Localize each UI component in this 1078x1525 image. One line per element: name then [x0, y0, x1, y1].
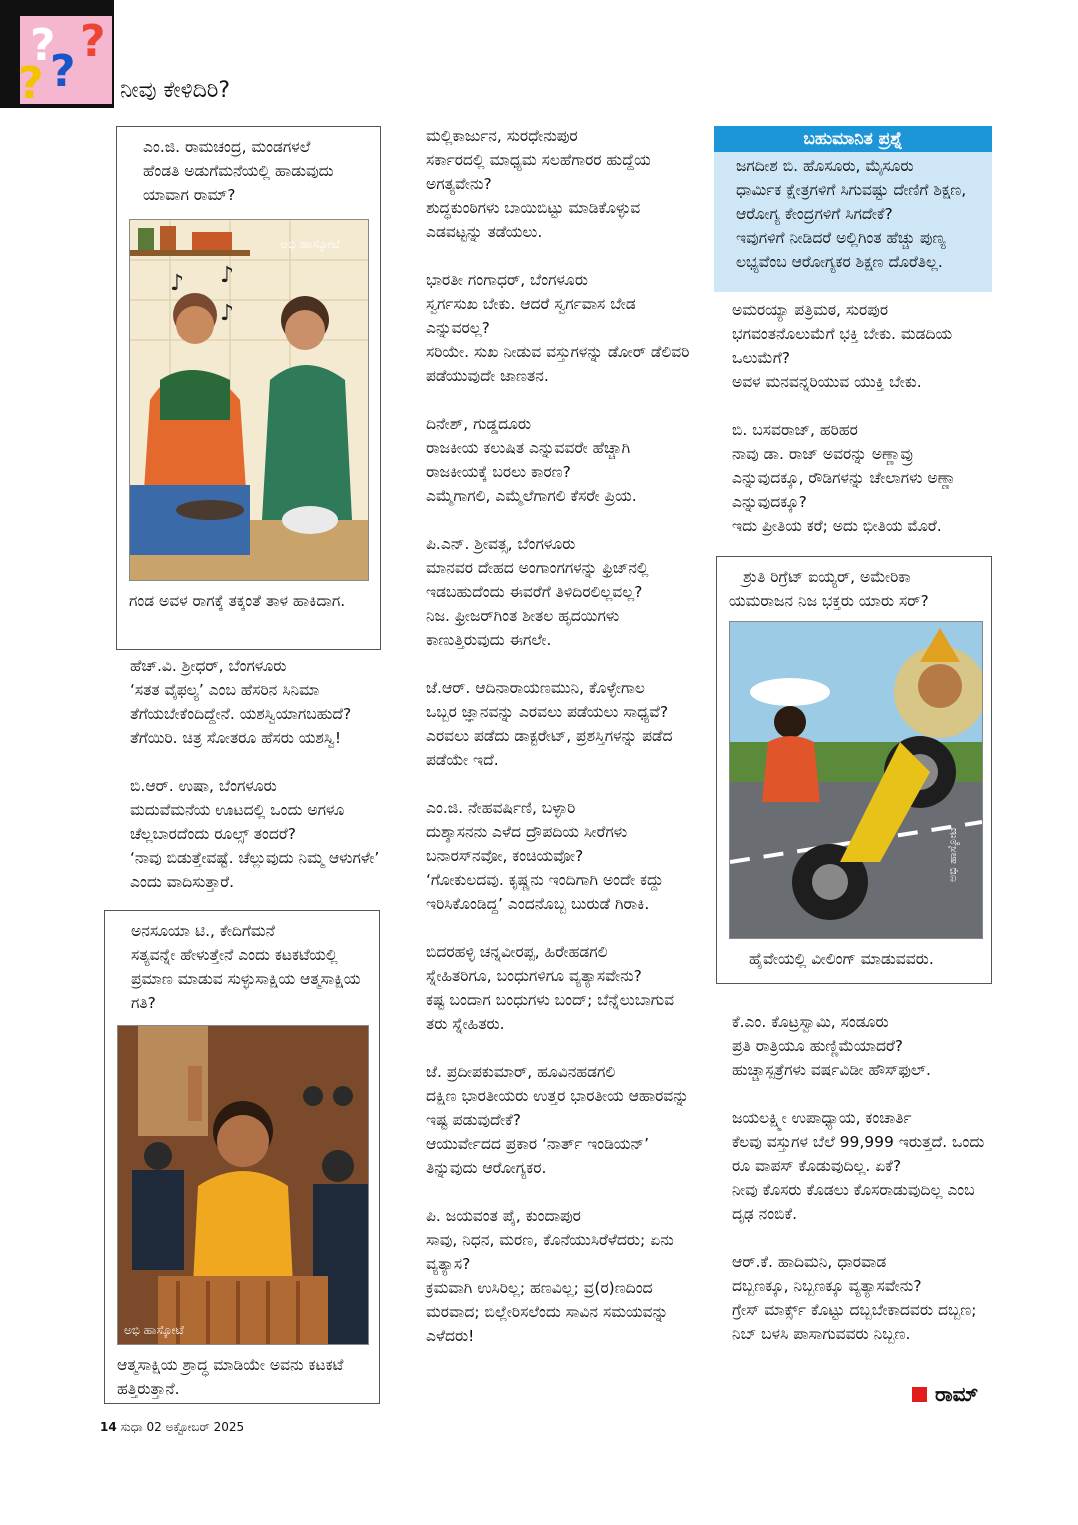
question-text: ಧಾರ್ಮಿಕ ಕ್ಷೇತ್ರಗಳಿಗೆ ಸಿಗುವಷ್ಟು ದೇಣಿಗೆ ಶಿಕ್ಷಣ, ಆರೋಗ್ಯ ಕೇಂದ್ರಗಳಿಗೆ ಸಿಗದೇಕೆ? [736, 181, 967, 223]
asker-name: ಬಿ. ಬಸವರಾಜ್, ಹರಿಹರ [732, 421, 858, 439]
qa-column-1 [116, 654, 382, 918]
asker-name: ಆರ್.ಕೆ. ಹಾದಿಮನಿ, ಧಾರವಾಡ [732, 1253, 887, 1271]
asker-name: ಶ್ರುತಿ ರಿಗ್ರೆಟ್ ಐಯ್ಯರ್, ಅಮೇರಿಕಾ [743, 568, 911, 586]
honored-question-box [714, 126, 992, 292]
red-square-icon [912, 1387, 927, 1402]
answer-text: ಗ್ರೇಸ್ ಮಾರ್ಕ್ಸ್ ಕೊಟ್ಟು ದಬ್ಬಬೇಕಾದವರು ದಬ್ಬಣ; ನಿಬ್ ಬಳಸಿ ಪಾಸಾಗುವವರು ನಿಬ್ಬಣ. [732, 1301, 977, 1343]
asker-name: ಅನಸೂಯಾ ಟಿ., ಕೇದಿಗೆಮನೆ [131, 922, 275, 940]
answer-text: ಶುದ್ಧಕುಂಠಿಗಳು ಬಾಯಿಬಿಟ್ಟು ಮಾಡಿಕೊಳ್ಳುವ ಎಡವಟ್ಟನ್ನು ತಡೆಯಲು. [426, 199, 641, 241]
svg-text:♪: ♪ [220, 263, 235, 288]
qa-item [718, 418, 990, 538]
answer-text: ಅವಳ ಮನವನ್ನರಿಯುವ ಯುಕ್ತಿ ಬೇಕು. [732, 373, 922, 391]
asker-name: ಪಿ. ಜಯವಂತ ಪೈ, ಕುಂದಾಪುರ [426, 1207, 581, 1225]
question-text: ಸತ್ಯವನ್ನೇ ಹೇಳುತ್ತೇನೆ ಎಂದು ಕಟಕಟೆಯಲ್ಲಿ ಪ್ರಮಾಣ ಮಾಡುವ ಸುಳ್ಳುಸಾಕ್ಷಿಯ ಆತ್ಮಸಾಕ್ಷಿಯ ಗತಿ? [131, 946, 361, 1012]
page-title: ನೀವು ಕೇಳಿದಿರಿ? [120, 78, 231, 103]
asker-name: ಪಿ.ಎನ್. ಶ್ರೀವತ್ಸ, ಬೆಂಗಳೂರು [426, 535, 576, 553]
answer-text: ಗಂಡ ಅವಳ ರಾಗಕ್ಕೆ ತಕ್ಕಂತೆ ತಾಳ ಹಾಕಿದಾಗ. [129, 592, 346, 610]
asker-name: ಬಿ.ಆರ್. ಉಷಾ, ಬೆಂಗಳೂರು [130, 777, 277, 795]
magazine-name: ಸುಧಾ [120, 1420, 143, 1434]
question-text: ಮದುವೆಮನೆಯ ಊಟದಲ್ಲಿ ಒಂದು ಅಗಳೂ ಚೆಲ್ಲಬಾರದೆಂದು ರೂಲ್ಸ್ ತಂದರೆ? [130, 801, 345, 843]
answer-text: ಎಮ್ಮೆಗಾಗಲಿ, ಎಮ್ಮೆಲೆಗಾಗಲಿ ಕೆಸರೇ ಪ್ರಿಯ. [426, 487, 637, 505]
question-mark-icon: ? [30, 20, 56, 71]
artist-signature: ಅಭಿ ಹಾಸ್ಕೋಟೆ [124, 1323, 184, 1337]
question-text: ನಾವು ಡಾ. ರಾಜ್ ಅವರನ್ನು ಅಣ್ಣಾವ್ರು ಎನ್ನುವುದಕ್ಕೂ, ರೌಡಿಗಳನ್ನು ಚೇಲಾಗಳು ಅಣ್ಣಾ ಎನ್ನುವುದಕ್ಕೂ? [732, 445, 956, 511]
asker-name: ಜೆ. ಪ್ರದೀಪಕುಮಾರ್, ಹೂವಿನಹಡಗಲಿ [426, 1063, 616, 1081]
qa-item [116, 654, 382, 750]
column-logo [0, 0, 114, 108]
qa-item [412, 676, 690, 772]
asker-name: ಜಯಲಕ್ಷ್ಮೀ ಉಪಾಧ್ಯಾಯ, ಕಂಚಾರ್ತಿ [732, 1109, 912, 1127]
answer-text: ಆತ್ಮಸಾಕ್ಷಿಯ ಶ್ರಾದ್ಧ ಮಾಡಿಯೇ ಅವನು ಕಟಕಟೆ ಹತ್ತಿರುತ್ತಾನೆ. [117, 1356, 344, 1398]
qa-item [412, 124, 690, 244]
answer-text: ನೀವು ಕೊಸರು ಕೊಡಲು ಕೊಸರಾಡುವುದಿಲ್ಲ ಎಂಬ ದೃಢ ನಂಬಿಕೆ. [732, 1181, 975, 1223]
asker-name: ಜಗದೀಶ ಬಿ. ಹೊಸೂರು, ಮೈಸೂರು [736, 157, 914, 175]
qa-item [412, 532, 690, 652]
svg-text:♪: ♪ [170, 271, 185, 296]
qa-item [116, 774, 382, 894]
courtroom-illustration [117, 1025, 369, 1345]
kitchen-scene-graphic [130, 220, 368, 580]
answer-text: ಎರವಲು ಪಡೆದು ಡಾಕ್ಟರೇಟ್, ಪ್ರಶಸ್ತಿಗಳನ್ನು ಪಡೆದ ಪಡೆಯೇ ಇದೆ. [426, 727, 673, 769]
asker-name: ಹೆಚ್.ವಿ. ಶ್ರೀಧರ್, ಬೆಂಗಳೂರು [130, 657, 287, 675]
question-text: ‘ಸತತ ವೈಫಲ್ಯ’ ಎಂಬ ಹೆಸರಿನ ಸಿನಿಮಾ ತೆಗೆಯಬೇಕೆಂದಿದ್ದೇನೆ. ಯಶಸ್ವಿಯಾಗಬಹುದೆ? [130, 681, 352, 723]
asker-name: ಎಂ.ಜಿ. ರಾಮಚಂದ್ರ, ಮಂಡಗಳಲೆ [143, 138, 311, 156]
question-text: ರಾಜಕೀಯ ಕಲುಷಿತ ಎನ್ನುವವರೇ ಹೆಚ್ಚಾಗಿ ರಾಜಕೀಯಕ್ಕೆ ಬರಲು ಕಾರಣ? [426, 439, 631, 481]
kitchen-illustration [129, 219, 369, 581]
answer-text: ಹುಚ್ಚಾಸ್ಪತ್ರೆಗಳು ವರ್ಷವಿಡೀ ಹೌಸ್‌ಫುಲ್. [732, 1061, 931, 1079]
artist-signature: ಅಭಿ ಹಾಸ್ಕೋಟೆ [280, 237, 340, 251]
qa-column-3-lower [718, 1010, 990, 1370]
answer-text: ‘ನಾವು ಬಿಡುತ್ತೇವಷ್ಟೆ. ಚೆಲ್ಲುವುದು ನಿಮ್ಮ ಆಳುಗಳೇ’ ಎಂದು ವಾದಿಸುತ್ತಾರೆ. [130, 849, 380, 891]
question-mark-icon: ? [50, 46, 76, 97]
qa-item [718, 1106, 990, 1226]
answer-text: ಕ್ರಮವಾಗಿ ಉಸಿರಿಲ್ಲ; ಹಣವಿಲ್ಲ; ವ್ರ(ರ)ಣದಿಂದ ಮರವಾದ; ಬಿಲ್ಲೇರಿಸಲೆಂದು ಸಾವಿನ ಸಮಯವನ್ನು ಎಳೆದರು! [426, 1279, 669, 1345]
qa-column-3 [718, 298, 990, 562]
asker-name: ದಿನೇಶ್, ಗುಡ್ಡದೂರು [426, 415, 532, 433]
qa-item [412, 412, 690, 508]
asker-name: ಎಂ.ಜಿ. ನೇಹವರ್ಷಿಣಿ, ಬಳ್ಳಾರಿ [426, 799, 576, 817]
qa-item [412, 796, 690, 916]
page-footer [100, 1420, 244, 1435]
author-name: ರಾಮ್ [935, 1382, 979, 1406]
answer-text: ತೆಗೆಯಿರಿ. ಚಿತ್ರ ಸೋತರೂ ಹೆಸರು ಯಶಸ್ವಿ! [130, 729, 342, 747]
author-byline [912, 1382, 978, 1406]
question-text: ಮಾನವರ ದೇಹದ ಅಂಗಾಂಗಗಳನ್ನು ಫ್ರಿಜ್‌ನಲ್ಲಿ ಇಡಬಹುದೆಂದು ಈವರೆಗೆ ತಿಳಿದಿರಲಿಲ್ಲವಲ್ಲ? [426, 559, 649, 601]
qa-item [718, 298, 990, 394]
question-text: ಹೆಂಡತಿ ಅಡುಗೆಮನೆಯಲ್ಲಿ ಹಾಡುವುದು ಯಾವಾಗ ರಾಮ್? [143, 162, 334, 204]
question-text: ಸರ್ಕಾರದಲ್ಲಿ ಮಾಧ್ಯಮ ಸಲಹೆಗಾರರ ಹುದ್ದೆಯ ಅಗತ್ಯವೇನು? [426, 151, 651, 193]
answer-text: ಆಯುರ್ವೇದದ ಪ್ರಕಾರ ‘ನಾರ್ತ್ ಇಂಡಿಯನ್’ ತಿನ್ನುವುದು ಆರೋಗ್ಯಕರ. [426, 1135, 650, 1177]
question-text: ಪ್ರತಿ ರಾತ್ರಿಯೂ ಹುಣ್ಣಿಮೆಯಾದರೆ? [732, 1037, 904, 1055]
question-text: ದಬ್ಬಣಕ್ಕೂ, ನಿಬ್ಬಣಕ್ಕೂ ವ್ಯತ್ಯಾಸವೇನು? [732, 1277, 922, 1295]
answer-text: ಸರಿಯೇ. ಸುಖ ನೀಡುವ ವಸ್ತುಗಳನ್ನು ಡೋರ್ ಡೆಲಿವರಿ ಪಡೆಯುವುದೇ ಜಾಣತನ. [426, 343, 690, 385]
qa-illustrated-box-1 [116, 126, 381, 650]
courtroom-scene-graphic [118, 1026, 368, 1344]
qa-item [412, 940, 690, 1036]
page-number: 14 [100, 1420, 117, 1434]
issue-date: 02 ಅಕ್ಟೋಬರ್ 2025 [146, 1420, 245, 1434]
question-text: ದುಶ್ಶಾಸನನು ಎಳೆದ ದ್ರೌಪದಿಯ ಸೀರೆಗಳು ಬನಾರಸ್‌ನವೋ, ಕಂಚಿಯವೋ? [426, 823, 628, 865]
answer-text: ಕಷ್ಟ ಬಂದಾಗ ಬಂಧುಗಳು ಬಂದ್; ಬೆನ್ನೆಲುಬಾಗುವ ತರು ಸ್ನೇಹಿತರು. [426, 991, 675, 1033]
qa-illustrated-box-2 [104, 910, 380, 1404]
svg-text:♪: ♪ [220, 301, 235, 326]
qa-illustrated-box-3 [716, 556, 992, 984]
qa-item [718, 1250, 990, 1346]
asker-name: ಭಾರತೀ ಗಂಗಾಧರ್, ಬೆಂಗಳೂರು [426, 271, 588, 289]
question-text: ಸಾವು, ನಿಧನ, ಮರಣ, ಕೊನೆಯುಸಿರೆಳೆದರು; ಏನು ವ್ಯತ್ಯಾಸ? [426, 1231, 674, 1273]
question-mark-icon: ? [18, 58, 44, 109]
asker-name: ಅಮರಯ್ಯಾ ಪತ್ರಿಮಠ, ಸುರಪುರ [732, 301, 889, 319]
qa-item [718, 1010, 990, 1082]
qa-column-2 [412, 124, 690, 1372]
artist-signature: ಅಭಿ ಹಾಸ್ಕೋಟೆ [946, 827, 959, 882]
asker-name: ಕೆ.ಎಂ. ಕೊಟ್ರಸ್ವಾಮಿ, ಸಂಡೂರು [732, 1013, 889, 1031]
question-text: ಸ್ವರ್ಗಸುಖ ಬೇಕು. ಆದರೆ ಸ್ವರ್ಗವಾಸ ಬೇಡ ಎನ್ನುವರಲ್ಲ? [426, 295, 636, 337]
qa-item [412, 1204, 690, 1348]
answer-text: ಹೈವೇಯಲ್ಲಿ ವೀಲಿಂಗ್ ಮಾಡುವವರು. [749, 950, 934, 968]
answer-text: ‘ಗೋಕುಲದವು. ಕೃಷ್ಣನು ಇಂದಿಗಾಗಿ ಅಂದೇ ಕದ್ದು ಇರಿಸಿಕೊಂಡಿದ್ದ’ ಎಂದನೊಬ್ಬ ಬುರುಡೆ ಗಿರಾಕಿ. [426, 871, 664, 913]
asker-name: ಬಿದರಹಳ್ಳಿ ಚನ್ನವೀರಪ್ಪ, ಹಿರೇಹಡಗಲಿ [426, 943, 608, 961]
answer-text: ಇವುಗಳಿಗೆ ನೀಡಿದರೆ ಅಲ್ಲಿಗಿಂತ ಹೆಚ್ಚು ಪುಣ್ಯ ಲಭ್ಯವೆಂಬ ಆರೋಗ್ಯಕರ ಶಿಕ್ಷಣ ದೊರೆತಿಲ್ಲ. [736, 229, 946, 271]
question-text: ಕೆಲವು ವಸ್ತುಗಳ ಬೆಲೆ 99,999 ಇರುತ್ತದೆ. ಒಂದು ರೂ ವಾಪಸ್ ಕೊಡುವುದಿಲ್ಲ. ಏಕೆ? [732, 1133, 985, 1175]
question-text: ಒಬ್ಬರ ಜ್ಞಾನವನ್ನು ಎರವಲು ಪಡೆಯಲು ಸಾಧ್ಯವೆ? [426, 703, 669, 721]
question-text: ಯಮರಾಜನ ನಿಜ ಭಕ್ತರು ಯಾರು ಸರ್? [729, 592, 929, 610]
honored-question-title: ಬಹುಮಾನಿತ ಪ್ರಶ್ನೆ [714, 126, 992, 152]
answer-text: ನಿಜ. ಫ್ರೀಜರ್‌ಗಿಂತ ಶೀತಲ ಹೃದಯಿಗಳು ಕಾಣುತ್ತಿರುವುದು ಈಗಲೇ. [426, 607, 620, 649]
asker-name: ಜೆ.ಆರ್. ಆದಿನಾರಾಯಣಮುನಿ, ಕೊಳ್ಳೇಗಾಲ [426, 679, 645, 697]
highway-wheelie-illustration [729, 621, 983, 939]
qa-item [412, 1060, 690, 1180]
question-mark-icon: ? [80, 16, 106, 67]
question-text: ಸ್ನೇಹಿತರಿಗೂ, ಬಂಧುಗಳಿಗೂ ವ್ಯತ್ಯಾಸವೇನು? [426, 967, 642, 985]
asker-name: ಮಲ್ಲಿಕಾರ್ಜುನ, ಸುರಧೇನುಪುರ [426, 127, 578, 145]
highway-scene-graphic [730, 622, 982, 938]
answer-text: ಇದು ಪ್ರೀತಿಯ ಕರೆ; ಅದು ಭೀತಿಯ ಮೊರೆ. [732, 517, 942, 535]
question-text: ದಕ್ಷಿಣ ಭಾರತೀಯರು ಉತ್ತರ ಭಾರತೀಯ ಆಹಾರವನ್ನು ಇಷ್ಟ ಪಡುವುದೇಕೆ? [426, 1087, 689, 1129]
question-text: ಭಗವಂತನೊಲುಮೆಗೆ ಭಕ್ತಿ ಬೇಕು. ಮಡದಿಯ ಒಲುಮೆಗೆ? [732, 325, 953, 367]
qa-item [412, 268, 690, 388]
